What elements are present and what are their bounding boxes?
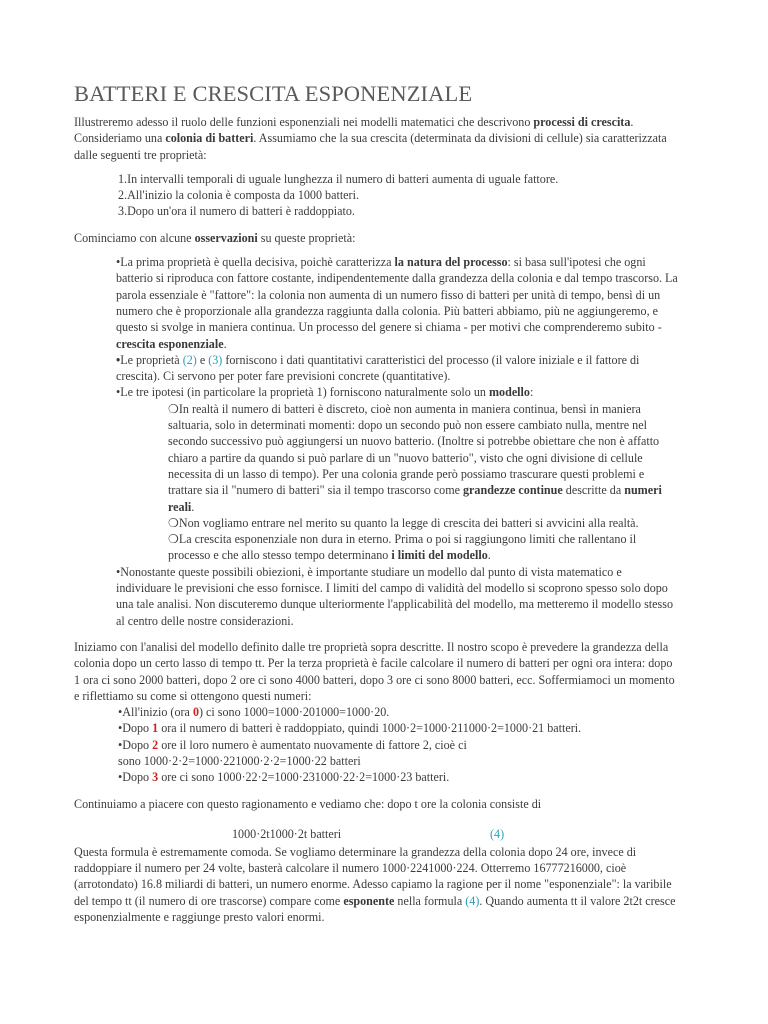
obs2-text: Le proprietà — [120, 352, 183, 367]
formula-number-link[interactable]: (4) — [490, 826, 505, 841]
property-2-link[interactable]: (2) — [182, 352, 197, 367]
calc-text: •All'inizio (ora — [118, 705, 193, 720]
observation-1 — [116, 254, 678, 352]
property-item: 1.In intervalli temporali di uguale lunghezza il numero di batteri aumenta di uguale fattore. — [118, 171, 559, 186]
calc-hour-2-cont: sono 1000·2·2=1000·221000·2·2=1000·22 batteri — [118, 753, 361, 768]
final-bold: esponente — [343, 893, 395, 908]
observation-2 — [116, 352, 678, 385]
calc-text: ore ci sono 1000·22·2=1000·231000·22·2=1000·23 batteri. — [158, 770, 450, 785]
calc-hour-0 — [118, 704, 678, 720]
obs-intro-bold: osservazioni — [194, 230, 258, 245]
calc-hour-3 — [118, 769, 678, 785]
calc-text: •Dopo — [118, 737, 153, 752]
calc-hour-1 — [118, 720, 678, 736]
calc-hour-2 — [118, 737, 678, 753]
sub3-bold: i limiti del modello — [391, 548, 488, 563]
calc-text: ore il loro numero è aumentato nuovamente di fattore 2, cioè ci — [158, 737, 467, 752]
final-paragraph — [74, 844, 678, 925]
document-page — [74, 80, 678, 925]
property-3-link[interactable]: (3) — [208, 352, 223, 367]
hour-number: 1 — [152, 721, 159, 736]
calc-text: ) ci sono 1000=1000·201000=1000·20. — [198, 705, 390, 720]
sub1-text: ❍In realtà il numero di batteri è discreto, cioè non aumenta in maniera continua, bensì in maniera saltuaria, solo in determinati momenti: dopo un secondo può non essere cambiato nulla, mentre nel secondo successivo può aggiungersi un nuovo batterio. (Inoltre si potrebbe obiettare che non è affatto chiaro a partire da quando si può parlare di un "nuovo batterio", visto che ogni divisione di cellule necessita di un lasso di tempo). Per una colonia grande però possiamo trascurare questi problemi e trattare sia il "numero di batteri" sia il tempo trascorso come — [168, 401, 660, 498]
sub-item-3 — [168, 531, 678, 564]
obs3-text-2: : — [529, 385, 534, 400]
obs-intro-text-2: su queste proprietà: — [257, 230, 356, 245]
intro-text-2: . Consideriamo una — [74, 115, 634, 146]
obs1-text-2: : si basa sull'ipotesi che ogni batterio si riproduca con fattore costante, indipendentemente dalla grandezza della colonia e dal tempo trascorso. La parola essenziale è "fattore": la colonia non aumenta di un numero fisso di batteri per unità di tempo, bensì di un numero che è proporzionale alla grandezza raggiunta dalla colonia. Più batteri abbiamo, più ne aggiungeremo, e questo si svolge in maniera continua. Un processo del genere si chiama - per motivi che comprenderemo subito - — [116, 255, 678, 335]
observations-list — [116, 254, 678, 629]
model-sublist — [168, 401, 678, 564]
observations-intro — [74, 230, 678, 246]
analysis-paragraph: Iniziamo con l'analisi del modello definito dalle tre proprietà sopra descritte. Il nostro scopo è prevedere la grandezza della colonia dopo un certo lasso di tempo tt. Per la terza proprietà è facile calcolare il numero di batteri per ogni ora intera: dopo 1 ora ci sono 2000 batteri, dopo 2 ore ci sono 4000 batteri, dopo 3 ore ci sono 8000 batteri, ecc. Soffermiamoci un momento e riflettiamo su come si ottengono questi numeri: — [74, 639, 675, 703]
properties-list — [118, 171, 678, 220]
obs1-text: •La prima proprietà è quella decisiva, poichè caratterizza — [116, 255, 395, 270]
obs1-bold: la natura del processo — [394, 255, 508, 270]
obs2-text-2: e — [196, 352, 209, 367]
sub1-bold: grandezze continue — [463, 483, 563, 498]
intro-bold-2: colonia di batteri — [165, 131, 254, 146]
calc-text: ora il numero di batteri è raddoppiato, quindi 1000·2=1000·211000·2=1000·21 batteri. — [158, 721, 582, 736]
intro-bold-1: processi di crescita — [533, 115, 631, 129]
sub-item-2: ❍Non vogliamo entrare nel merito su quanto la legge di crescita dei batteri si avvicini alla realtà. — [168, 515, 639, 530]
obs3-text: •Le tre ipotesi (in particolare la proprietà 1) forniscono naturalmente solo un — [116, 385, 489, 400]
obs-intro-text: Cominciamo con alcune — [74, 230, 195, 245]
continue-paragraph: Continuiamo a piacere con questo ragionamento e vediamo che: dopo t ore la colonia consiste di — [74, 796, 542, 811]
sub-item-1 — [168, 401, 678, 515]
intro-paragraph — [74, 114, 678, 163]
sub1-bold-2: numeri reali — [168, 483, 662, 514]
property-item: 3.Dopo un'ora il numero di batteri è raddoppiato. — [118, 204, 355, 219]
page-title: BATTERI E CRESCITA ESPONENZIALE — [74, 81, 473, 106]
hour-number: 3 — [152, 770, 159, 785]
obs2-bullet: • — [116, 352, 121, 367]
sub3-text: ❍La crescita esponenziale non dura in eterno. Prima o poi si raggiungono limiti che rallentano il processo e che allo stesso tempo determinano — [168, 532, 637, 563]
intro-text-3: . Assumiamo che la sua crescita (determinata da divisioni di cellule) sia caratterizzata dalle seguenti tre proprietà: — [74, 131, 667, 162]
hour-number: 0 — [192, 705, 199, 720]
calc-text: •Dopo — [118, 770, 153, 785]
formula-row — [74, 826, 678, 842]
formula-expression: 1000·2t1000·2t batteri — [232, 826, 342, 841]
obs3-bold: modello — [488, 385, 530, 400]
obs1-text-3: . — [223, 336, 227, 351]
calc-text: •Dopo — [118, 721, 153, 736]
observation-4: •Nonostante queste possibili obiezioni, è importante studiare un modello dal punto di vista matematico e individuare le previsioni che esso fornisce. I limiti del campo di validità del modello si scoprono spesso solo dopo una tale analisi. Non discuteremo dunque ulteriormente l'applicabilità del modello, ma metteremo il modello stesso al centro delle nostre considerazioni. — [116, 564, 673, 628]
sub1-text-2: descritte da — [562, 483, 625, 498]
final-text: Questa formula è estremamente comoda. Se vogliamo determinare la grandezza della colonia dopo 24 ore, invece di raddoppiare il numero per 24 volte, basterà calcolare il numero 1000·2241000·224. Otterremo 16777216000, cioè (arrotondato) 16.8 miliardi di batteri, un numero enorme. Adesso capiamo la ragione per il nome "esponenziale": la varibile del tempo tt (il numero di ore trascorse) compare come — [74, 844, 672, 908]
observation-3 — [116, 384, 678, 400]
intro-text: Illustreremo adesso il ruolo delle funzioni esponenziali nei modelli matematici che descrivono — [74, 115, 534, 129]
obs1-bold-2: crescita esponenziale — [116, 336, 224, 351]
sub1-text-3: . — [191, 499, 195, 514]
formula-4-link[interactable]: (4) — [465, 893, 480, 908]
final-text-3: . Quando aumenta tt il valore 2t2t cresce esponenzialmente e raggiunge presto valori enormi. — [74, 893, 676, 925]
property-item: 2.All'inizio la colonia è composta da 1000 batteri. — [118, 188, 359, 203]
final-text-2: nella formula — [394, 893, 466, 908]
sub3-text-2: . — [487, 548, 491, 563]
calculation-list — [118, 704, 678, 785]
hour-number: 2 — [152, 737, 159, 752]
obs2-text-3: forniscono i dati quantitativi caratteristici del processo (il valore iniziale e il fattore di crescita). Ci servono per poter fare previsioni concrete (quantitative). — [116, 352, 640, 384]
